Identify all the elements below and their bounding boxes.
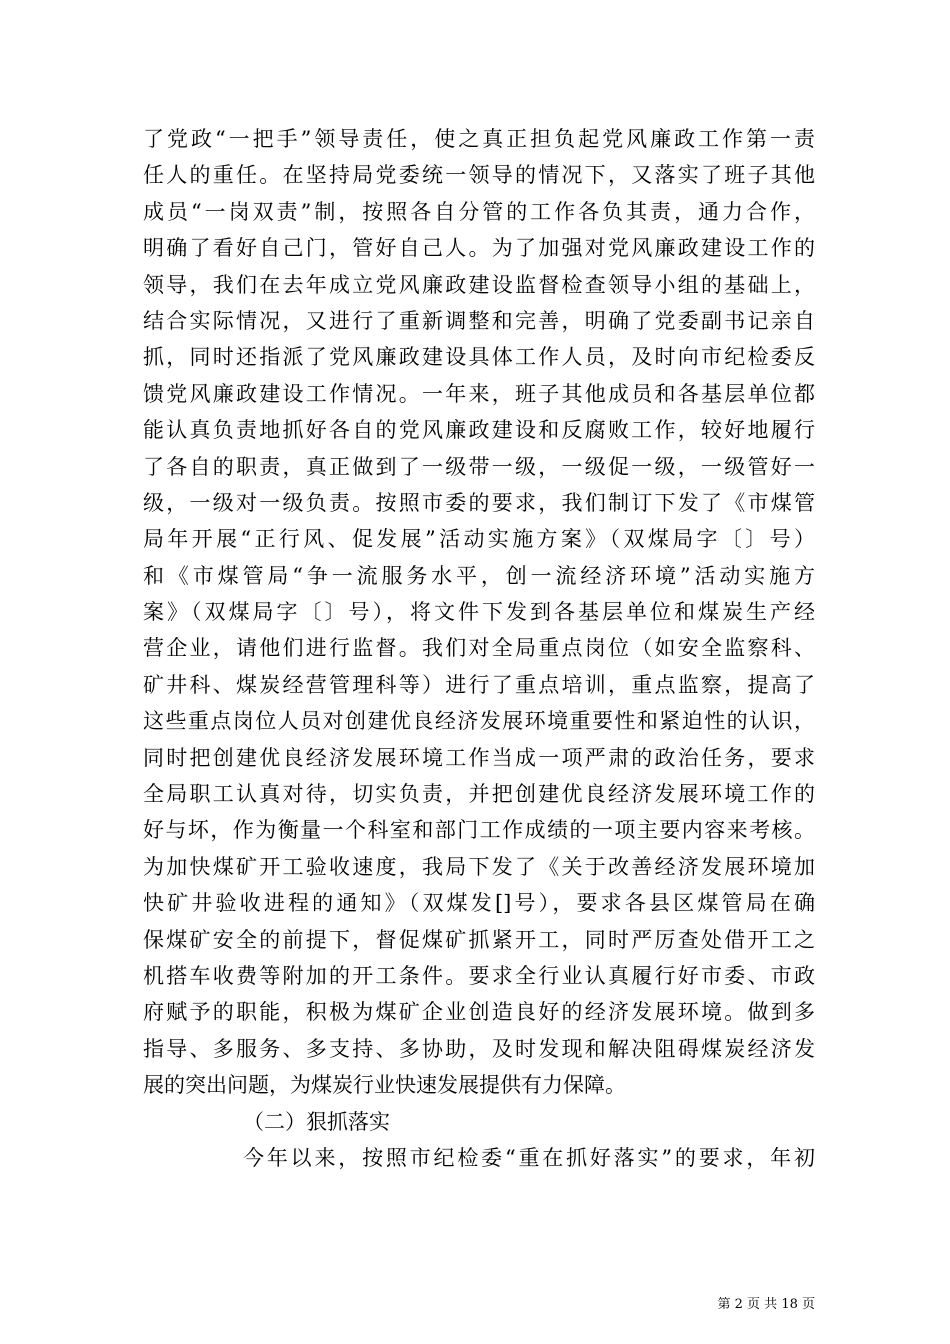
text-line-5: 领导，我们在去年成立党风廉政建设监督检查领导小组的基础上， xyxy=(143,272,815,297)
text-line-16: 矿井科、煤炭经营管理科等）进行了重点培训，重点监察，提高了 xyxy=(143,672,815,697)
text-line-26: 指导、多服务、多支持、多协助，及时发现和解决阻碍煤炭经济发 xyxy=(143,1036,815,1061)
text-line-7: 抓，同时还指派了党风廉政建设具体工作人员，及时向市纪检委反 xyxy=(143,345,815,370)
text-line-24: 机搭车收费等附加的开工条件。要求全行业认真履行好市委、市政 xyxy=(143,963,815,988)
text-line-22: 快矿井验收进程的通知》（双煤发[]号），要求各县区煤管局在确 xyxy=(143,891,815,916)
text-line-27: 展的突出问题，为煤炭行业快速发展提供有力保障。 xyxy=(143,1073,626,1098)
text-line-12: 局年开展“正行风、促发展”活动实施方案》（双煤局字〔〕号） xyxy=(143,527,815,552)
text-line-10: 了各自的职责，真正做到了一级带一级，一级促一级，一级管好一 xyxy=(143,454,815,479)
text-line-1: 了党政“一把手”领导责任，使之真正担负起党风廉政工作第一责 xyxy=(143,127,815,151)
text-line-25: 府赋予的职能，积极为煤矿企业创造良好的经济发展环境。做到多 xyxy=(143,1000,815,1025)
text-line-17: 这些重点岗位人员对创建优良经济发展环境重要性和紧迫性的认识， xyxy=(143,709,815,734)
text-line-15: 营企业，请他们进行监督。我们对全局重点岗位（如安全监察科、 xyxy=(143,636,815,661)
page-number-footer: 第 2 页 共 18 页 xyxy=(717,1297,815,1312)
section-heading: （二）狠抓落实 xyxy=(243,1109,390,1134)
text-line-4: 明确了看好自己门，管好自己人。为了加强对党风廉政建设工作的 xyxy=(143,236,815,261)
text-line-2: 任人的重任。在坚持局党委统一领导的情况下，又落实了班子其他 xyxy=(143,163,815,188)
text-line-8: 馈党风廉政建设工作情况。一年来，班子其他成员和各基层单位都 xyxy=(143,381,815,406)
text-line-19: 全局职工认真对待，切实负责，并把创建优良经济发展环境工作的 xyxy=(143,782,815,807)
text-line-18: 同时把创建优良经济发展环境工作当成一项严肃的政治任务，要求 xyxy=(143,745,815,770)
text-line-3: 成员“一岗双责”制，按照各自分管的工作各负其责，通力合作， xyxy=(143,199,815,224)
text-line-6: 结合实际情况，又进行了重新调整和完善，明确了党委副书记亲自 xyxy=(143,308,815,333)
text-line-20: 好与坏，作为衡量一个科室和部门工作成绩的一项主要内容来考核。 xyxy=(143,818,815,843)
body-text xyxy=(143,121,815,1176)
text-line-21: 为加快煤矿开工验收速度，我局下发了《关于改善经济发展环境加 xyxy=(143,854,815,879)
paragraph-first-line: 今年以来，按照市纪检委“重在抓好落实”的要求，年初 xyxy=(243,1145,815,1170)
text-line-23: 保煤矿安全的前提下，督促煤矿抓紧开工，同时严厉查处借开工之 xyxy=(143,927,815,952)
text-line-11: 级，一级对一级负责。按照市委的要求，我们制订下发了《市煤管 xyxy=(143,490,815,515)
text-line-13: 和《市煤管局“争一流服务水平，创一流经济环境”活动实施方 xyxy=(143,563,815,588)
text-line-14: 案》（双煤局字〔〕号），将文件下发到各基层单位和煤炭生产经 xyxy=(143,600,815,625)
text-line-9: 能认真负责地抓好各自的党风廉政建设和反腐败工作，较好地履行 xyxy=(143,418,815,443)
